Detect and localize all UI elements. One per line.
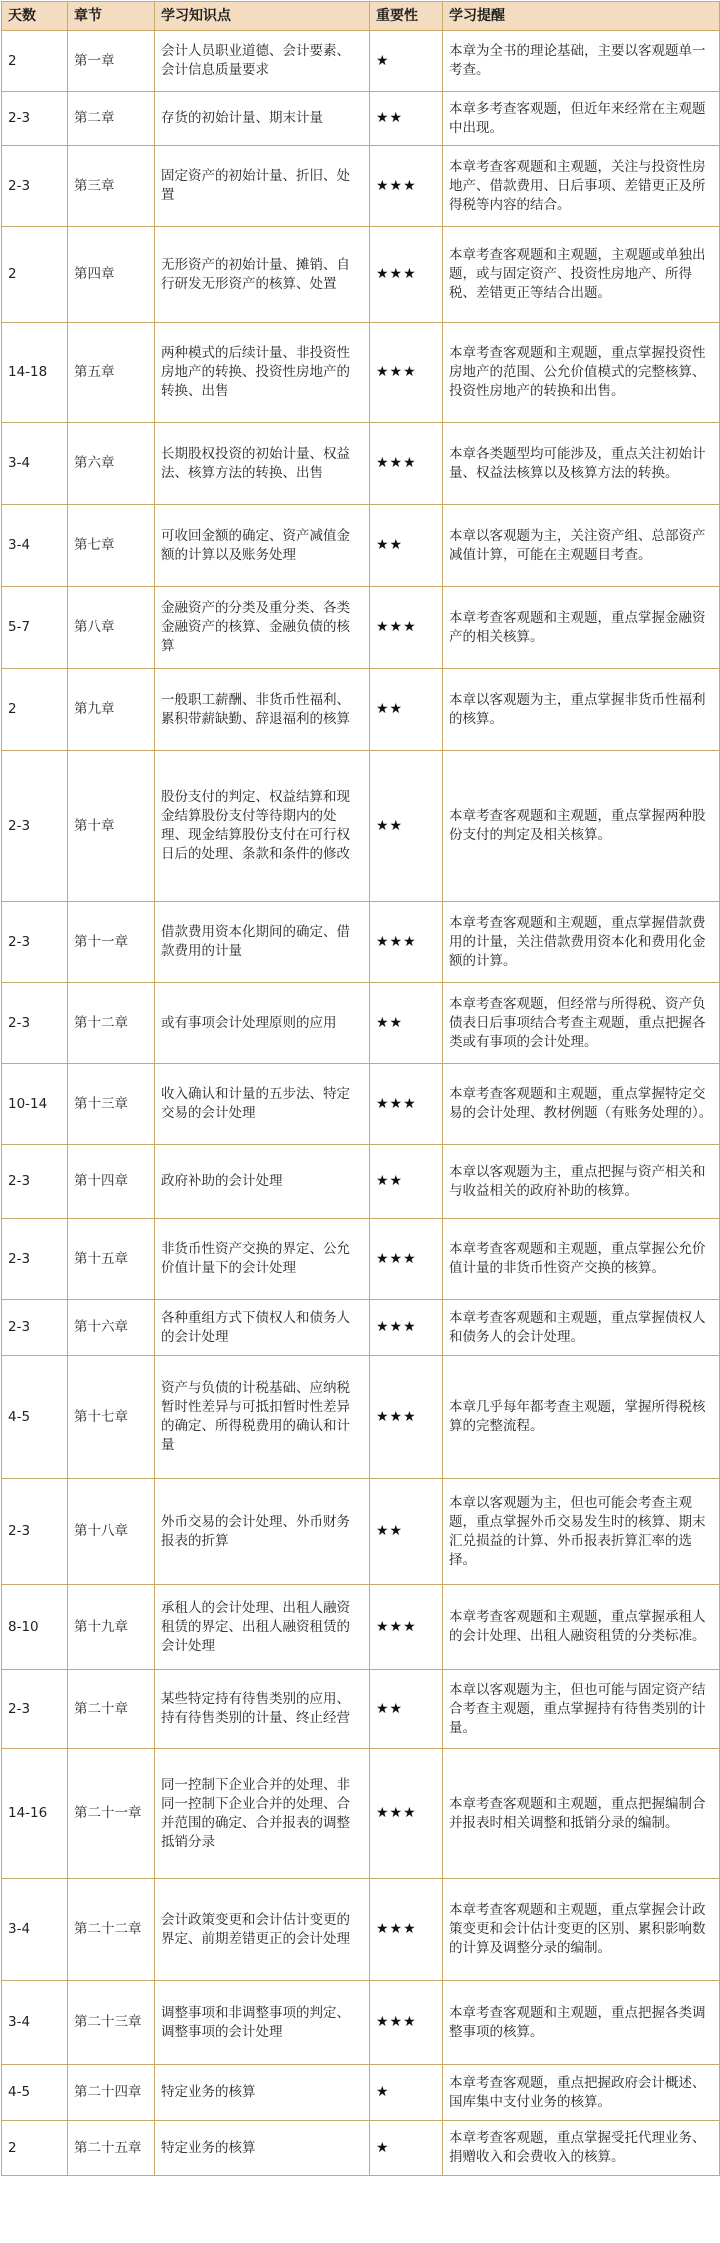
chapter-cell: 第六章 xyxy=(68,423,155,505)
chapter-cell: 第五章 xyxy=(68,323,155,423)
chapter-cell: 第十章 xyxy=(68,751,155,902)
table-row xyxy=(2,423,720,505)
chapter-cell: 第十七章 xyxy=(68,1356,155,1479)
days-cell: 2-3 xyxy=(2,1219,68,1300)
days-cell: 2 xyxy=(2,31,68,92)
study-tips-cell: 本章考查客观题和主观题，关注与投资性房地产、借款费用、日后事项、差错更正及所得税等内容的结合。 xyxy=(443,146,720,227)
knowledge-points-cell: 长期股权投资的初始计量、权益法、核算方法的转换、出售 xyxy=(155,423,370,505)
days-cell: 5-7 xyxy=(2,587,68,669)
days-cell: 2-3 xyxy=(2,902,68,983)
days-cell: 2-3 xyxy=(2,146,68,227)
chapter-cell: 第二十章 xyxy=(68,1670,155,1749)
knowledge-points-cell: 资产与负债的计税基础、应纳税暂时性差异与可抵扣暂时性差异的确定、所得税费用的确认和计量 xyxy=(155,1356,370,1479)
days-cell: 2-3 xyxy=(2,1300,68,1356)
study-tips-cell: 本章考查客观题和主观题，重点把握编制合并报表时相关调整和抵销分录的编制。 xyxy=(443,1749,720,1879)
days-cell: 3-4 xyxy=(2,1981,68,2065)
table-row xyxy=(2,92,720,146)
header-importance: 重要性 xyxy=(370,2,443,31)
knowledge-points-cell: 无形资产的初始计量、摊销、自行研发无形资产的核算、处置 xyxy=(155,227,370,323)
study-tips-cell: 本章考查客观题和主观题，主观题或单独出题，或与固定资产、投资性房地产、所得税、差错更正等结合出题。 xyxy=(443,227,720,323)
header-study-tips: 学习提醒 xyxy=(443,2,720,31)
table-row xyxy=(2,1300,720,1356)
importance-stars: ★★★ xyxy=(370,1749,443,1879)
days-cell: 4-5 xyxy=(2,2065,68,2121)
days-cell: 2-3 xyxy=(2,92,68,146)
knowledge-points-cell: 存货的初始计量、期末计量 xyxy=(155,92,370,146)
days-cell: 8-10 xyxy=(2,1585,68,1670)
importance-stars: ★★ xyxy=(370,505,443,587)
importance-stars: ★★★ xyxy=(370,1981,443,2065)
table-row xyxy=(2,1981,720,2065)
days-cell: 2-3 xyxy=(2,751,68,902)
knowledge-points-cell: 股份支付的判定、权益结算和现金结算股份支付等待期内的处理、现金结算股份支付在可行权日后的处理、条款和条件的修改 xyxy=(155,751,370,902)
days-cell: 2-3 xyxy=(2,983,68,1064)
study-tips-cell: 本章考查客观题和主观题，重点掌握债权人和债务人的会计处理。 xyxy=(443,1300,720,1356)
importance-stars: ★★★ xyxy=(370,227,443,323)
table-row xyxy=(2,1219,720,1300)
chapter-cell: 第十一章 xyxy=(68,902,155,983)
importance-stars: ★★ xyxy=(370,669,443,751)
importance-stars: ★ xyxy=(370,31,443,92)
table-header-row xyxy=(2,2,720,31)
study-tips-cell: 本章考查客观题和主观题，重点掌握承租人的会计处理、出租人融资租赁的分类标准。 xyxy=(443,1585,720,1670)
days-cell: 2-3 xyxy=(2,1670,68,1749)
knowledge-points-cell: 可收回金额的确定、资产减值金额的计算以及账务处理 xyxy=(155,505,370,587)
knowledge-points-cell: 非货币性资产交换的界定、公允价值计量下的会计处理 xyxy=(155,1219,370,1300)
importance-stars: ★★★ xyxy=(370,1064,443,1145)
chapter-cell: 第十九章 xyxy=(68,1585,155,1670)
table-row xyxy=(2,902,720,983)
chapter-cell: 第十六章 xyxy=(68,1300,155,1356)
chapter-cell: 第二十一章 xyxy=(68,1749,155,1879)
chapter-cell: 第十四章 xyxy=(68,1145,155,1219)
study-tips-cell: 本章考查客观题和主观题，重点掌握特定交易的会计处理、教材例题（有账务处理的）。 xyxy=(443,1064,720,1145)
days-cell: 3-4 xyxy=(2,505,68,587)
table-row xyxy=(2,983,720,1064)
days-cell: 2 xyxy=(2,2121,68,2176)
chapter-cell: 第二十四章 xyxy=(68,2065,155,2121)
knowledge-points-cell: 或有事项会计处理原则的应用 xyxy=(155,983,370,1064)
importance-stars: ★★★ xyxy=(370,323,443,423)
days-cell: 2 xyxy=(2,669,68,751)
study-tips-cell: 本章考查客观题和主观题，重点掌握会计政策变更和会计估计变更的区别、累积影响数的计算及调整分录的编制。 xyxy=(443,1879,720,1981)
table-row xyxy=(2,1064,720,1145)
knowledge-points-cell: 收入确认和计量的五步法、特定交易的会计处理 xyxy=(155,1064,370,1145)
days-cell: 14-18 xyxy=(2,323,68,423)
study-tips-cell: 本章考查客观题和主观题，重点掌握两种股份支付的判定及相关核算。 xyxy=(443,751,720,902)
study-tips-cell: 本章以客观题为主，重点把握与资产相关和与收益相关的政府补助的核算。 xyxy=(443,1145,720,1219)
study-tips-cell: 本章考查客观题，重点把握政府会计概述、国库集中支付业务的核算。 xyxy=(443,2065,720,2121)
table-row xyxy=(2,1749,720,1879)
importance-stars: ★★★ xyxy=(370,902,443,983)
table-row xyxy=(2,1145,720,1219)
importance-stars: ★★★ xyxy=(370,1356,443,1479)
knowledge-points-cell: 调整事项和非调整事项的判定、调整事项的会计处理 xyxy=(155,1981,370,2065)
table-row xyxy=(2,669,720,751)
chapter-cell: 第一章 xyxy=(68,31,155,92)
table-row xyxy=(2,227,720,323)
header-chapter: 章节 xyxy=(68,2,155,31)
study-tips-cell: 本章考查客观题和主观题，重点掌握投资性房地产的范围、公允价值模式的完整核算、投资性房地产的转换和出售。 xyxy=(443,323,720,423)
knowledge-points-cell: 承租人的会计处理、出租人融资租赁的界定、出租人融资租赁的会计处理 xyxy=(155,1585,370,1670)
table-row xyxy=(2,587,720,669)
knowledge-points-cell: 借款费用资本化期间的确定、借款费用的计量 xyxy=(155,902,370,983)
study-tips-cell: 本章考查客观题和主观题，重点掌握借款费用的计量，关注借款费用资本化和费用化金额的计算。 xyxy=(443,902,720,983)
knowledge-points-cell: 会计人员职业道德、会计要素、会计信息质量要求 xyxy=(155,31,370,92)
chapter-cell: 第三章 xyxy=(68,146,155,227)
days-cell: 2 xyxy=(2,227,68,323)
importance-stars: ★★ xyxy=(370,751,443,902)
study-plan-table xyxy=(1,1,720,2176)
study-tips-cell: 本章多考查客观题，但近年来经常在主观题中出现。 xyxy=(443,92,720,146)
chapter-cell: 第七章 xyxy=(68,505,155,587)
knowledge-points-cell: 两种模式的后续计量、非投资性房地产的转换、投资性房地产的转换、出售 xyxy=(155,323,370,423)
importance-stars: ★★★ xyxy=(370,146,443,227)
knowledge-points-cell: 同一控制下企业合并的处理、非同一控制下企业合并的处理、合并范围的确定、合并报表的调整抵销分录 xyxy=(155,1749,370,1879)
table-row xyxy=(2,2065,720,2121)
study-tips-cell: 本章以客观题为主，但也可能会考查主观题，重点掌握外币交易发生时的核算、期末汇兑损益的计算、外币报表折算汇率的选择。 xyxy=(443,1479,720,1585)
knowledge-points-cell: 会计政策变更和会计估计变更的界定、前期差错更正的会计处理 xyxy=(155,1879,370,1981)
chapter-cell: 第十八章 xyxy=(68,1479,155,1585)
study-tips-cell: 本章各类题型均可能涉及，重点关注初始计量、权益法核算以及核算方法的转换。 xyxy=(443,423,720,505)
knowledge-points-cell: 一般职工薪酬、非货币性福利、累积带薪缺勤、辞退福利的核算 xyxy=(155,669,370,751)
knowledge-points-cell: 特定业务的核算 xyxy=(155,2121,370,2176)
importance-stars: ★★★ xyxy=(370,1879,443,1981)
chapter-cell: 第二十三章 xyxy=(68,1981,155,2065)
days-cell: 3-4 xyxy=(2,1879,68,1981)
table-row xyxy=(2,1670,720,1749)
table-row xyxy=(2,1356,720,1479)
days-cell: 10-14 xyxy=(2,1064,68,1145)
header-days: 天数 xyxy=(2,2,68,31)
study-tips-cell: 本章以客观题为主，关注资产组、总部资产减值计算，可能在主观题目考查。 xyxy=(443,505,720,587)
chapter-cell: 第十三章 xyxy=(68,1064,155,1145)
importance-stars: ★★ xyxy=(370,1145,443,1219)
study-tips-cell: 本章考查客观题和主观题，重点掌握金融资产的相关核算。 xyxy=(443,587,720,669)
chapter-cell: 第十五章 xyxy=(68,1219,155,1300)
knowledge-points-cell: 特定业务的核算 xyxy=(155,2065,370,2121)
table-row xyxy=(2,1879,720,1981)
knowledge-points-cell: 某些特定持有待售类别的应用、持有待售类别的计量、终止经营 xyxy=(155,1670,370,1749)
table-row xyxy=(2,1585,720,1670)
study-tips-cell: 本章考查客观题和主观题，重点掌握公允价值计量的非货币性资产交换的核算。 xyxy=(443,1219,720,1300)
importance-stars: ★★★ xyxy=(370,587,443,669)
table-row xyxy=(2,751,720,902)
knowledge-points-cell: 政府补助的会计处理 xyxy=(155,1145,370,1219)
chapter-cell: 第二章 xyxy=(68,92,155,146)
study-tips-cell: 本章考查客观题和主观题，重点把握各类调整事项的核算。 xyxy=(443,1981,720,2065)
importance-stars: ★★★ xyxy=(370,423,443,505)
table-row xyxy=(2,1479,720,1585)
knowledge-points-cell: 固定资产的初始计量、折旧、处置 xyxy=(155,146,370,227)
study-tips-cell: 本章几乎每年都考查主观题，掌握所得税核算的完整流程。 xyxy=(443,1356,720,1479)
importance-stars: ★★ xyxy=(370,983,443,1064)
importance-stars: ★ xyxy=(370,2121,443,2176)
study-tips-cell: 本章以客观题为主，重点掌握非货币性福利的核算。 xyxy=(443,669,720,751)
chapter-cell: 第四章 xyxy=(68,227,155,323)
table-row xyxy=(2,2121,720,2176)
knowledge-points-cell: 外币交易的会计处理、外币财务报表的折算 xyxy=(155,1479,370,1585)
table-row xyxy=(2,505,720,587)
header-knowledge-points: 学习知识点 xyxy=(155,2,370,31)
chapter-cell: 第二十五章 xyxy=(68,2121,155,2176)
importance-stars: ★★ xyxy=(370,1479,443,1585)
days-cell: 3-4 xyxy=(2,423,68,505)
importance-stars: ★★★ xyxy=(370,1585,443,1670)
importance-stars: ★★ xyxy=(370,1670,443,1749)
table-row xyxy=(2,146,720,227)
study-tips-cell: 本章考查客观题，但经常与所得税、资产负债表日后事项结合考查主观题，重点把握各类或有事项的会计处理。 xyxy=(443,983,720,1064)
study-tips-cell: 本章为全书的理论基础，主要以客观题单一考查。 xyxy=(443,31,720,92)
days-cell: 14-16 xyxy=(2,1749,68,1879)
table-row xyxy=(2,323,720,423)
chapter-cell: 第十二章 xyxy=(68,983,155,1064)
days-cell: 2-3 xyxy=(2,1479,68,1585)
knowledge-points-cell: 金融资产的分类及重分类、各类金融资产的核算、金融负债的核算 xyxy=(155,587,370,669)
study-tips-cell: 本章以客观题为主，但也可能与固定资产结合考查主观题，重点掌握持有待售类别的计量。 xyxy=(443,1670,720,1749)
importance-stars: ★★ xyxy=(370,92,443,146)
knowledge-points-cell: 各种重组方式下债权人和债务人的会计处理 xyxy=(155,1300,370,1356)
chapter-cell: 第八章 xyxy=(68,587,155,669)
importance-stars: ★★★ xyxy=(370,1219,443,1300)
study-tips-cell: 本章考查客观题，重点掌握受托代理业务、捐赠收入和会费收入的核算。 xyxy=(443,2121,720,2176)
chapter-cell: 第二十二章 xyxy=(68,1879,155,1981)
importance-stars: ★★★ xyxy=(370,1300,443,1356)
table-row xyxy=(2,31,720,92)
importance-stars: ★ xyxy=(370,2065,443,2121)
days-cell: 4-5 xyxy=(2,1356,68,1479)
chapter-cell: 第九章 xyxy=(68,669,155,751)
days-cell: 2-3 xyxy=(2,1145,68,1219)
